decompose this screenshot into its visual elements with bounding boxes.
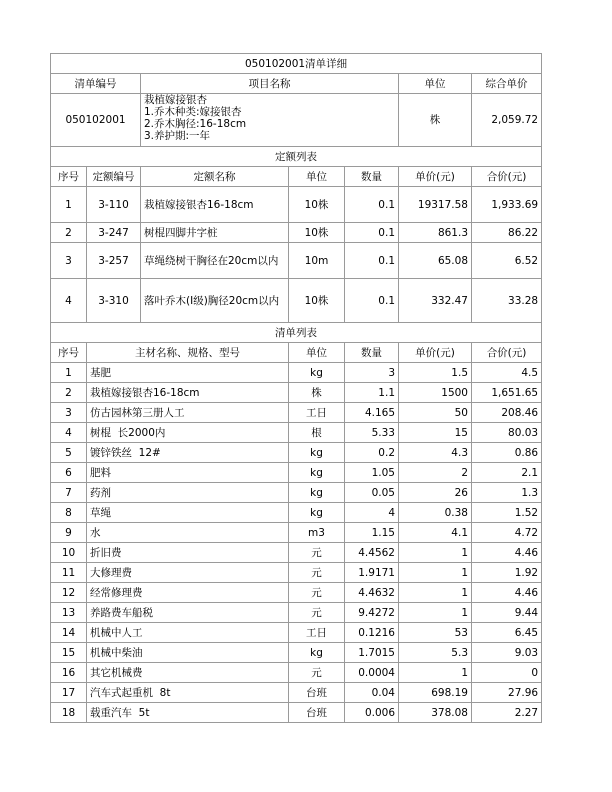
list-name: 机械中柴油 [87,643,289,663]
list-qty: 4 [345,503,399,523]
quota-total: 86.22 [472,223,542,243]
quota-no: 4 [51,279,87,323]
list-unit: 株 [289,383,345,403]
quota-header-no: 序号 [51,167,87,187]
list-total: 4.46 [472,583,542,603]
list-qty: 9.4272 [345,603,399,623]
quota-header-total: 合价(元) [472,167,542,187]
quota-no: 2 [51,223,87,243]
list-qty: 1.1 [345,383,399,403]
list-name: 大修理费 [87,563,289,583]
list-price: 1 [399,583,472,603]
list-unit: kg [289,483,345,503]
list-name: 仿古园林第三册人工 [87,403,289,423]
list-price: 15 [399,423,472,443]
list-no: 2 [51,383,87,403]
quota-price: 19317.58 [399,187,472,223]
list-header-price: 单价(元) [399,343,472,363]
list-row [51,603,542,623]
list-price: 5.3 [399,643,472,663]
list-section-row [51,323,542,343]
list-name: 水 [87,523,289,543]
list-name: 肥料 [87,463,289,483]
list-unit: m3 [289,523,345,543]
quota-section-title: 定额列表 [51,147,542,167]
list-row [51,703,542,723]
list-price: 1 [399,663,472,683]
list-name: 经常修理费 [87,583,289,603]
quota-header-row [51,167,542,187]
list-price: 2 [399,463,472,483]
header-code: 清单编号 [51,74,141,94]
list-price: 53 [399,623,472,643]
list-header-unit: 单位 [289,343,345,363]
list-qty: 4.165 [345,403,399,423]
list-price: 4.3 [399,443,472,463]
quota-name: 栽植嫁接银杏16-18cm [141,187,289,223]
table-title: 050102001清单详细 [51,54,542,74]
list-total: 80.03 [472,423,542,443]
quota-unit: 10株 [289,187,345,223]
list-no: 14 [51,623,87,643]
list-row [51,563,542,583]
list-name: 养路费车船税 [87,603,289,623]
list-unit: 台班 [289,703,345,723]
list-unit: 工日 [289,403,345,423]
list-unit: 台班 [289,683,345,703]
list-row [51,623,542,643]
list-row [51,643,542,663]
list-price: 1500 [399,383,472,403]
list-unit: 元 [289,583,345,603]
list-qty: 5.33 [345,423,399,443]
quota-header-name: 定额名称 [141,167,289,187]
list-total: 0.86 [472,443,542,463]
list-price: 50 [399,403,472,423]
list-no: 15 [51,643,87,663]
quota-row [51,187,542,223]
list-name: 折旧费 [87,543,289,563]
list-no: 17 [51,683,87,703]
item-unit: 株 [399,94,472,147]
quota-row [51,223,542,243]
quota-qty: 0.1 [345,279,399,323]
list-price: 4.1 [399,523,472,543]
list-name: 基肥 [87,363,289,383]
quota-code: 3-110 [87,187,141,223]
list-row [51,543,542,563]
quota-total: 33.28 [472,279,542,323]
list-price: 26 [399,483,472,503]
list-unit: kg [289,503,345,523]
quota-name: 落叶乔木(I级)胸径20cm以内 [141,279,289,323]
list-name: 药剂 [87,483,289,503]
list-unit: kg [289,363,345,383]
list-no: 3 [51,403,87,423]
list-unit: kg [289,643,345,663]
quota-no: 1 [51,187,87,223]
list-name: 载重汽车 5t [87,703,289,723]
list-qty: 0.2 [345,443,399,463]
list-unit: kg [289,443,345,463]
list-name: 汽车式起重机 8t [87,683,289,703]
list-row [51,403,542,423]
list-header-qty: 数量 [345,343,399,363]
list-row [51,383,542,403]
list-qty: 1.05 [345,463,399,483]
quota-code: 3-257 [87,243,141,279]
item-header-row [51,74,542,94]
list-name: 机械中人工 [87,623,289,643]
list-row [51,363,542,383]
item-desc-line-2: 2.乔木胸径:16-18cm [144,118,247,130]
list-qty: 0.05 [345,483,399,503]
list-header-row [51,343,542,363]
list-no: 9 [51,523,87,543]
list-name: 草绳 [87,503,289,523]
list-qty: 0.1216 [345,623,399,643]
list-name: 栽植嫁接银杏16-18cm [87,383,289,403]
list-unit: 元 [289,663,345,683]
list-qty: 4.4562 [345,543,399,563]
list-qty: 0.04 [345,683,399,703]
list-no: 11 [51,563,87,583]
quota-row [51,243,542,279]
list-row [51,683,542,703]
list-header-name: 主材名称、规格、型号 [87,343,289,363]
list-total: 208.46 [472,403,542,423]
list-section-title: 清单列表 [51,323,542,343]
list-unit: 元 [289,543,345,563]
list-row [51,463,542,483]
list-header-total: 合价(元) [472,343,542,363]
quota-qty: 0.1 [345,187,399,223]
list-total: 2.1 [472,463,542,483]
quota-code: 3-310 [87,279,141,323]
list-unit: 元 [289,603,345,623]
list-total: 2.27 [472,703,542,723]
list-no: 18 [51,703,87,723]
bill-detail-table [50,53,542,723]
list-total: 4.72 [472,523,542,543]
list-total: 1.92 [472,563,542,583]
table-title-row [51,54,542,74]
list-row [51,503,542,523]
list-total: 6.45 [472,623,542,643]
list-price: 378.08 [399,703,472,723]
list-no: 13 [51,603,87,623]
header-name: 项目名称 [141,74,399,94]
quota-total: 6.52 [472,243,542,279]
list-price: 1 [399,603,472,623]
list-row [51,523,542,543]
list-row [51,443,542,463]
list-unit: 根 [289,423,345,443]
list-total: 27.96 [472,683,542,703]
list-no: 10 [51,543,87,563]
item-code: 050102001 [51,94,141,147]
quota-total: 1,933.69 [472,187,542,223]
list-qty: 1.7015 [345,643,399,663]
list-name: 树棍 长2000内 [87,423,289,443]
list-row [51,663,542,683]
quota-unit: 10株 [289,223,345,243]
list-total: 0 [472,663,542,683]
quota-price: 861.3 [399,223,472,243]
list-total: 4.5 [472,363,542,383]
list-qty: 4.4632 [345,583,399,603]
list-no: 16 [51,663,87,683]
quota-section-row [51,147,542,167]
quota-name: 草绳绕树干胸径在20cm以内 [141,243,289,279]
quota-header-unit: 单位 [289,167,345,187]
item-desc-line-0: 栽植嫁接银杏 [144,94,207,106]
list-row [51,483,542,503]
list-no: 6 [51,463,87,483]
list-price: 0.38 [399,503,472,523]
list-qty: 3 [345,363,399,383]
quota-price: 65.08 [399,243,472,279]
list-total: 9.44 [472,603,542,623]
list-no: 8 [51,503,87,523]
quota-code: 3-247 [87,223,141,243]
quota-price: 332.47 [399,279,472,323]
item-row [51,94,542,147]
list-no: 5 [51,443,87,463]
quota-qty: 0.1 [345,223,399,243]
list-qty: 0.006 [345,703,399,723]
header-unit: 单位 [399,74,472,94]
list-total: 1.52 [472,503,542,523]
item-description [141,94,399,147]
item-desc-line-1: 1.乔木种类:嫁接银杏 [144,106,242,118]
list-unit: 工日 [289,623,345,643]
list-no: 1 [51,363,87,383]
list-header-no: 序号 [51,343,87,363]
list-qty: 0.0004 [345,663,399,683]
list-price: 1 [399,543,472,563]
list-row [51,583,542,603]
list-no: 7 [51,483,87,503]
list-qty: 1.15 [345,523,399,543]
list-total: 9.03 [472,643,542,663]
quota-no: 3 [51,243,87,279]
quota-row [51,279,542,323]
quota-unit: 10m [289,243,345,279]
quota-header-qty: 数量 [345,167,399,187]
quota-unit: 10株 [289,279,345,323]
list-total: 1,651.65 [472,383,542,403]
list-no: 12 [51,583,87,603]
quota-qty: 0.1 [345,243,399,279]
list-qty: 1.9171 [345,563,399,583]
quota-header-price: 单价(元) [399,167,472,187]
item-desc-line-3: 3.养护期:一年 [144,130,211,140]
header-price: 综合单价 [472,74,542,94]
list-unit: kg [289,463,345,483]
list-total: 4.46 [472,543,542,563]
list-no: 4 [51,423,87,443]
list-name: 镀锌铁丝 12# [87,443,289,463]
list-unit: 元 [289,563,345,583]
list-name: 其它机械费 [87,663,289,683]
list-price: 698.19 [399,683,472,703]
quota-header-code: 定额编号 [87,167,141,187]
list-total: 1.3 [472,483,542,503]
quota-name: 树棍四脚井字桩 [141,223,289,243]
list-price: 1 [399,563,472,583]
item-price: 2,059.72 [472,94,542,147]
list-row [51,423,542,443]
list-price: 1.5 [399,363,472,383]
